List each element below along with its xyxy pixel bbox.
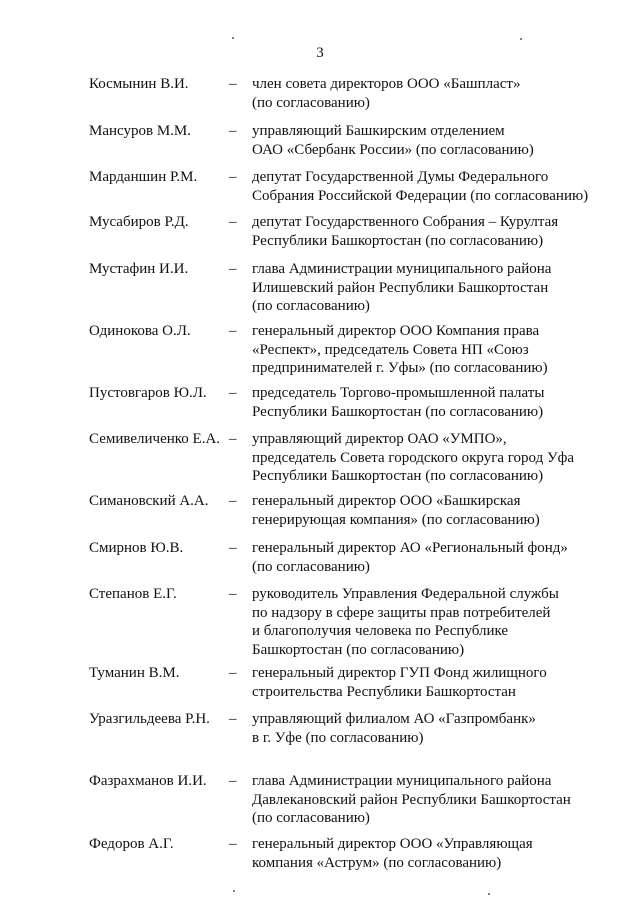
separator-dash: – bbox=[229, 586, 237, 602]
description-line: Илишевский район Республики Башкортостан bbox=[252, 279, 549, 296]
member-description bbox=[252, 75, 622, 112]
member-name: Уразгильдеева Р.Н. bbox=[89, 711, 210, 727]
member-description bbox=[252, 585, 622, 659]
member-name: Степанов Е.Г. bbox=[89, 586, 177, 602]
description-line: управляющий директор ОАО «УМПО», bbox=[252, 431, 507, 447]
member-description bbox=[252, 260, 622, 316]
member-name: Марданшин Р.М. bbox=[89, 169, 198, 185]
description-line: председатель Совета городского округа город Уфа bbox=[252, 449, 574, 466]
description-line: компания «Аструм» (по согласованию) bbox=[252, 854, 502, 871]
description-line: (по согласованию) bbox=[252, 94, 370, 111]
member-name: Туманин В.М. bbox=[89, 665, 180, 681]
member-name: Мустафин И.И. bbox=[89, 261, 189, 277]
separator-dash: – bbox=[229, 493, 237, 509]
member-description bbox=[252, 710, 622, 747]
member-name: Одинокова О.Л. bbox=[89, 323, 191, 339]
member-description bbox=[252, 835, 622, 872]
member-description bbox=[252, 168, 622, 205]
separator-dash: – bbox=[229, 431, 237, 447]
description-line: генеральный директор ГУП Фонд жилищного bbox=[252, 665, 547, 681]
member-description bbox=[252, 539, 622, 576]
member-description bbox=[252, 322, 622, 378]
scan-speck bbox=[232, 37, 234, 39]
description-line: Давлекановский район Республики Башкортостан bbox=[252, 791, 571, 808]
description-line: генеральный директор ООО «Управляющая bbox=[252, 836, 533, 852]
description-line: по надзору в сфере защиты прав потребителей bbox=[252, 604, 551, 621]
member-name: Фазрахманов И.И. bbox=[89, 773, 207, 789]
member-name: Пустовгаров Ю.Л. bbox=[89, 385, 207, 401]
member-description bbox=[252, 213, 622, 250]
member-description bbox=[252, 122, 622, 159]
member-description bbox=[252, 772, 622, 828]
member-name: Семивеличенко Е.А. bbox=[89, 431, 221, 447]
description-line: глава Администрации муниципального района bbox=[252, 773, 552, 789]
description-line: Башкортостан (по согласованию) bbox=[252, 641, 465, 658]
description-line: депутат Государственной Думы Федерального bbox=[252, 169, 549, 185]
member-name: Федоров А.Г. bbox=[89, 836, 174, 852]
separator-dash: – bbox=[229, 123, 237, 139]
member-description bbox=[252, 384, 622, 421]
description-line: Собрания Российской Федерации (по согласованию) bbox=[252, 187, 589, 204]
description-line: Республики Башкортостан (по согласованию) bbox=[252, 468, 544, 484]
description-line: руководитель Управления Федеральной службы bbox=[252, 586, 559, 602]
description-line: генеральный директор ООО «Башкирская bbox=[252, 493, 521, 509]
description-line: в г. Уфе (по согласованию) bbox=[252, 729, 424, 746]
member-name: Космынин В.И. bbox=[89, 76, 189, 92]
separator-dash: – bbox=[229, 169, 237, 185]
member-description bbox=[252, 430, 622, 486]
description-line: Республики Башкортостан (по согласованию) bbox=[252, 232, 544, 249]
member-name: Смирнов Ю.В. bbox=[89, 540, 184, 556]
scan-speck bbox=[520, 38, 522, 40]
member-name: Мансуров М.М. bbox=[89, 123, 191, 139]
separator-dash: – bbox=[229, 323, 237, 339]
separator-dash: – bbox=[229, 665, 237, 681]
member-name: Мусабиров Р.Д. bbox=[89, 214, 189, 230]
description-line: управляющий Башкирским отделением bbox=[252, 123, 505, 139]
description-line: ОАО «Сбербанк России» (по согласованию) bbox=[252, 141, 534, 158]
description-line: генеральный директор ООО Компания права bbox=[252, 323, 540, 339]
separator-dash: – bbox=[229, 773, 237, 789]
separator-dash: – bbox=[229, 76, 237, 92]
description-line: (по согласованию) bbox=[252, 298, 370, 314]
separator-dash: – bbox=[229, 540, 237, 556]
description-line: и благополучия человека по Республике bbox=[252, 623, 509, 639]
scan-speck bbox=[488, 893, 490, 895]
separator-dash: – bbox=[229, 214, 237, 230]
description-line: управляющий филиалом АО «Газпромбанк» bbox=[252, 711, 536, 727]
member-description bbox=[252, 492, 622, 529]
description-line: строительства Республики Башкортостан bbox=[252, 683, 516, 700]
description-line: депутат Государственного Собрания – Курултая bbox=[252, 214, 559, 230]
description-line: «Респект», председатель Совета НП «Союз bbox=[252, 341, 529, 358]
separator-dash: – bbox=[229, 385, 237, 401]
description-line: генеральный директор АО «Региональный фонд» bbox=[252, 540, 568, 556]
separator-dash: – bbox=[229, 261, 237, 277]
description-line: генерирующая компания» (по согласованию) bbox=[252, 511, 540, 528]
scan-speck bbox=[233, 890, 235, 892]
description-line: председатель Торгово-промышленной палаты bbox=[252, 385, 545, 401]
description-line: член совета директоров ООО «Башпласт» bbox=[252, 76, 521, 92]
description-line: Республики Башкортостан (по согласованию) bbox=[252, 403, 544, 420]
description-line: глава Администрации муниципального района bbox=[252, 261, 552, 277]
description-line: (по согласованию) bbox=[252, 558, 370, 575]
separator-dash: – bbox=[229, 836, 237, 852]
separator-dash: – bbox=[229, 711, 237, 727]
description-line: (по согласованию) bbox=[252, 810, 370, 826]
member-name: Симановский А.А. bbox=[89, 493, 209, 509]
member-description bbox=[252, 664, 622, 701]
page-number: 3 bbox=[316, 45, 324, 61]
description-line: предпринимателей г. Уфы» (по согласованию) bbox=[252, 360, 548, 376]
